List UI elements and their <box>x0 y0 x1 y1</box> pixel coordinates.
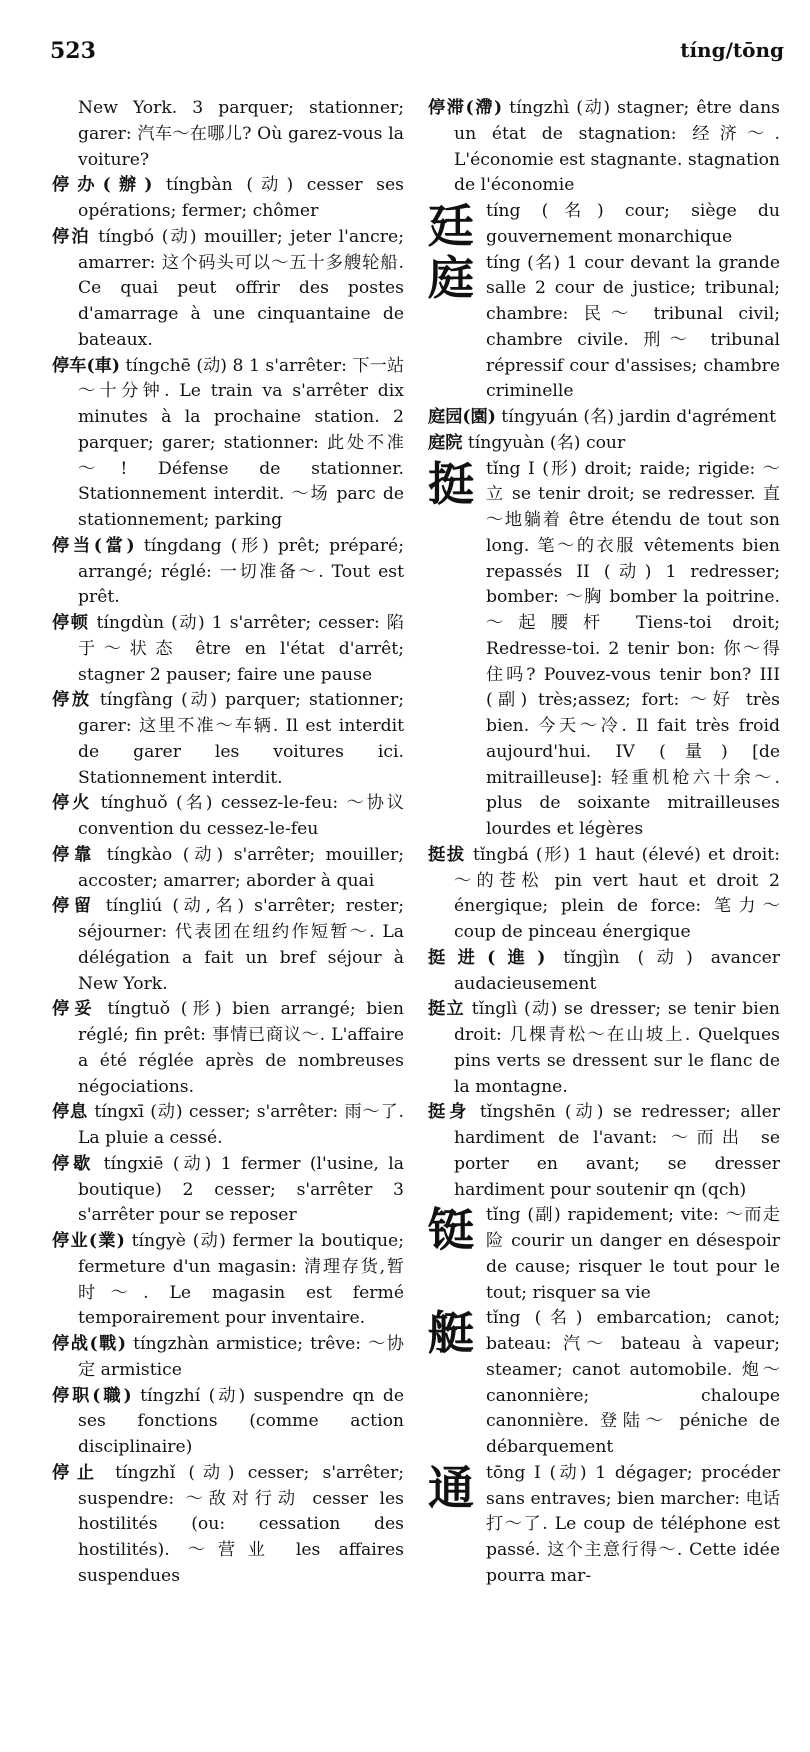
head-character: 铤 <box>428 1203 474 1258</box>
entry-definition: tíngfàng (动) parquer; stationner; garer: 这里不准～车辆. Il est interdit de garer les voitures ici. Stationnement interdit. <box>78 690 404 788</box>
entry-headword: 挺身 <box>428 1102 471 1123</box>
entry-headword: 挺进(進) <box>428 947 546 968</box>
dictionary-entry <box>428 405 780 431</box>
entry-definition: tíngchē (动) 8 1 s'arrêter: 下一站～十分钟. Le train va s'arrêter dix minutes à la prochaine station. 2 parquer; garer; stationner: 此处不准～! Défense de stationner. Stationnement interdit. ～场 parc de stationnement; parking <box>78 355 405 530</box>
entry-headword: 停止 <box>52 1462 102 1483</box>
dictionary-entry <box>52 843 404 895</box>
character-entry <box>428 1203 780 1306</box>
entry-definition: tǐng I (形) droit; raide; rigide: ～立 se tenir droit; se redresser. 直～地躺着 être étendu de tout son long. 笔～的衣服 vêtements bien repassés II (动) 1 redresser; bomber: ～胸 bomber la poitrine. ～起腰杆 Tiens-toi droit; Redresse-toi. 2 tenir bon: 你～得住吗? Pouvez-vous tenir bon? III (副) très;assez; fort: ～好 très bien. 今天～冷. Il fait très froid aujourd'hui. IV (量) [de mitrailleuse]: 轻重机枪六十余～. plus de soixante mitrailleuses lourdes et légères <box>486 458 780 839</box>
entry-headword: 停职(職) <box>52 1385 132 1406</box>
dictionary-entry <box>52 611 404 688</box>
dictionary-entry <box>52 1229 404 1332</box>
entry-headword: 停留 <box>52 896 96 917</box>
head-character: 挺 <box>428 456 474 511</box>
entry-definition: New York. 3 parquer; stationner; garer: 汽车～在哪儿? Où garez-vous la voiture? <box>78 98 404 170</box>
entry-definition: tǐnglì (动) se dresser; se tenir bien droit: 几棵青松～在山坡上. Quelques pins verts se dressent sur le flanc de la montagne. <box>454 999 780 1097</box>
dictionary-entry <box>52 1384 404 1461</box>
entry-definition: tíngxī (动) cesser; s'arrêter: 雨～了. La pluie a cessé. <box>78 1102 404 1148</box>
dictionary-entry <box>52 894 404 997</box>
entry-headword: 停滞(滯) <box>428 98 503 118</box>
entry-headword: 停泊 <box>52 226 91 247</box>
entry-headword: 停业(業) <box>52 1231 125 1251</box>
head-character: 艇 <box>428 1306 474 1361</box>
entry-headword: 挺立 <box>428 999 466 1020</box>
running-head: tíng/tōng <box>680 38 784 62</box>
head-character: 通 <box>428 1460 474 1515</box>
page-number: 523 <box>50 38 96 64</box>
entry-definition: tǐng (副) rapidement; vite: ～而走险 courir un danger en désespoir de cause; risquer le tout pour le tout; risquer sa vie <box>486 1205 780 1303</box>
entry-headword: 停办(辦) <box>52 175 153 196</box>
dictionary-entry <box>52 997 404 1100</box>
character-entry <box>428 457 780 843</box>
entry-definition: tíngyè (动) fermer la boutique; fermeture d'un magasin: 清理存货,暂时～. Le magasin est fermé temporairement pour inventaire. <box>78 1231 405 1329</box>
dictionary-entry <box>52 354 404 534</box>
entry-definition: tíngbàn (动) cesser ses opérations; fermer; chômer <box>78 175 404 221</box>
head-character: 廷 <box>428 199 474 253</box>
entry-headword: 停歇 <box>52 1153 95 1174</box>
character-entry <box>428 1461 780 1590</box>
dictionary-entry <box>52 225 404 354</box>
entry-definition: tíngyuàn (名) cour <box>467 432 626 453</box>
entry-definition: tíngliú (动,名) s'arrêter; rester; séjourner: 代表团在纽约作短暂～. La délégation a fait un bref séjour à New York. <box>78 896 404 994</box>
dictionary-entry <box>52 791 404 843</box>
entry-definition: tíngtuǒ (形) bien arrangé; bien réglé; fin prêt: 事情已商议～. L'affaire a été réglée après de nombreuses négociations. <box>78 999 404 1097</box>
entry-definition: tíngdang (形) prêt; préparé; arrangé; réglé: 一切准备～. Tout est prêt. <box>78 535 405 608</box>
entry-definition: tíngyuán (名) jardin d'agrément <box>501 407 777 427</box>
dictionary-entry <box>428 843 780 946</box>
entry-definition: tíngzhí (动) suspendre qn de ses fonctions (comme action disciplinaire) <box>78 1385 405 1457</box>
dictionary-entry <box>428 431 780 457</box>
page-header <box>50 38 784 68</box>
dictionary-entry <box>428 997 780 1100</box>
entry-definition: tíngkào (动) s'arrêter; mouiller; accoster; amarrer; aborder à quai <box>78 844 404 891</box>
right-column <box>428 96 780 1590</box>
entry-headword: 停息 <box>52 1102 89 1123</box>
entry-definition: tǐngbá (形) 1 haut (élevé) et droit: ～的苍松 pin vert haut et droit 2 énergique; plein de force: 笔力～ coup de pinceau énergique <box>454 844 780 942</box>
dictionary-entry <box>52 1152 404 1229</box>
entry-definition: tōng I (动) 1 dégager; procéder sans entraves; bien marcher: 电话打～了. Le coup de téléphone est passé. 这个主意行得～. Cette idée pourra mar- <box>486 1462 780 1586</box>
entry-headword: 停当(當) <box>52 535 135 556</box>
entry-definition: tínghuǒ (名) cessez-le-feu: ～协议 convention du cessez-le-feu <box>78 793 404 839</box>
dictionary-entry <box>428 1100 780 1203</box>
entry-headword: 庭院 <box>428 432 463 453</box>
entry-definition: tíngzhàn armistice; trêve: ～协定 armistice <box>78 1334 404 1380</box>
entry-headword: 停放 <box>52 690 92 711</box>
dictionary-entry <box>52 534 404 611</box>
head-character: 庭 <box>428 250 474 305</box>
character-entry <box>428 1306 780 1461</box>
dictionary-entry <box>428 96 780 199</box>
dictionary-entry <box>52 1332 404 1384</box>
character-entry <box>428 199 780 251</box>
left-column <box>52 96 404 1590</box>
entry-headword: 停车(車) <box>52 355 120 376</box>
entry-definition: tíngxiē (动) 1 fermer (l'usine, la boutique) 2 cesser; s'arrêter 3 s'arrêter pour se reposer <box>78 1153 404 1226</box>
entry-definition: tǐngjìn (动) avancer audacieusement <box>454 947 780 994</box>
entry-definition: tíng (名) 1 cour devant la grande salle 2 cour de justice; tribunal; chambre: 民～ tribunal civil; chambre civile. 刑～ tribunal répressif cour d'assises; chambre criminelle <box>486 252 780 402</box>
entry-headword: 停顿 <box>52 613 90 633</box>
entry-headword: 停战(戰) <box>52 1334 127 1354</box>
dictionary-entry <box>52 1461 404 1590</box>
entry-headword: 挺拔 <box>428 844 466 865</box>
entry-definition: tíng (名) cour; siège du gouvernement monarchique <box>486 201 780 247</box>
dictionary-entry <box>52 96 404 173</box>
entry-definition: tǐng (名) embarcation; canot; bateau: 汽～ bateau à vapeur; steamer; canot automobile. 炮～ canonnière; chaloupe canonnière. 登陆～ péniche de débarquement <box>486 1308 780 1457</box>
entry-headword: 停火 <box>52 793 93 814</box>
entry-definition: tíngzhǐ (动) cesser; s'arrêter; suspendre: ～敌对行动 cesser les hostilités (ou: cessation des hostilités). ～营业 les affaires suspendues <box>78 1462 404 1586</box>
entry-definition: tíngzhì (动) stagner; être dans un état de stagnation: 经济～. L'économie est stagnante. stagnation de l'économie <box>454 98 780 196</box>
entry-definition: tíngdùn (动) 1 s'arrêter; cesser: 陷于～状态 être en l'état d'arrêt; stagner 2 pauser; faire une pause <box>78 613 404 685</box>
entry-headword: 停妥 <box>52 999 97 1020</box>
dictionary-entry <box>52 1100 404 1152</box>
entry-definition: tíngbó (动) mouiller; jeter l'ancre; amarrer: 这个码头可以～五十多艘轮船. Ce quai peut offrir des postes d'amarrage à une cinquantaine de bateaux. <box>78 226 404 350</box>
entry-headword: 停靠 <box>52 844 97 865</box>
character-entry <box>428 251 780 406</box>
dictionary-entry <box>52 173 404 225</box>
entry-definition: tǐngshēn (动) se redresser; aller hardiment de l'avant: ～而出 se porter en avant; se dresser hardiment pour soutenir qn (qch) <box>454 1102 780 1200</box>
dictionary-entry <box>52 688 404 791</box>
entry-headword: 庭园(園) <box>428 407 496 427</box>
dictionary-entry <box>428 946 780 998</box>
